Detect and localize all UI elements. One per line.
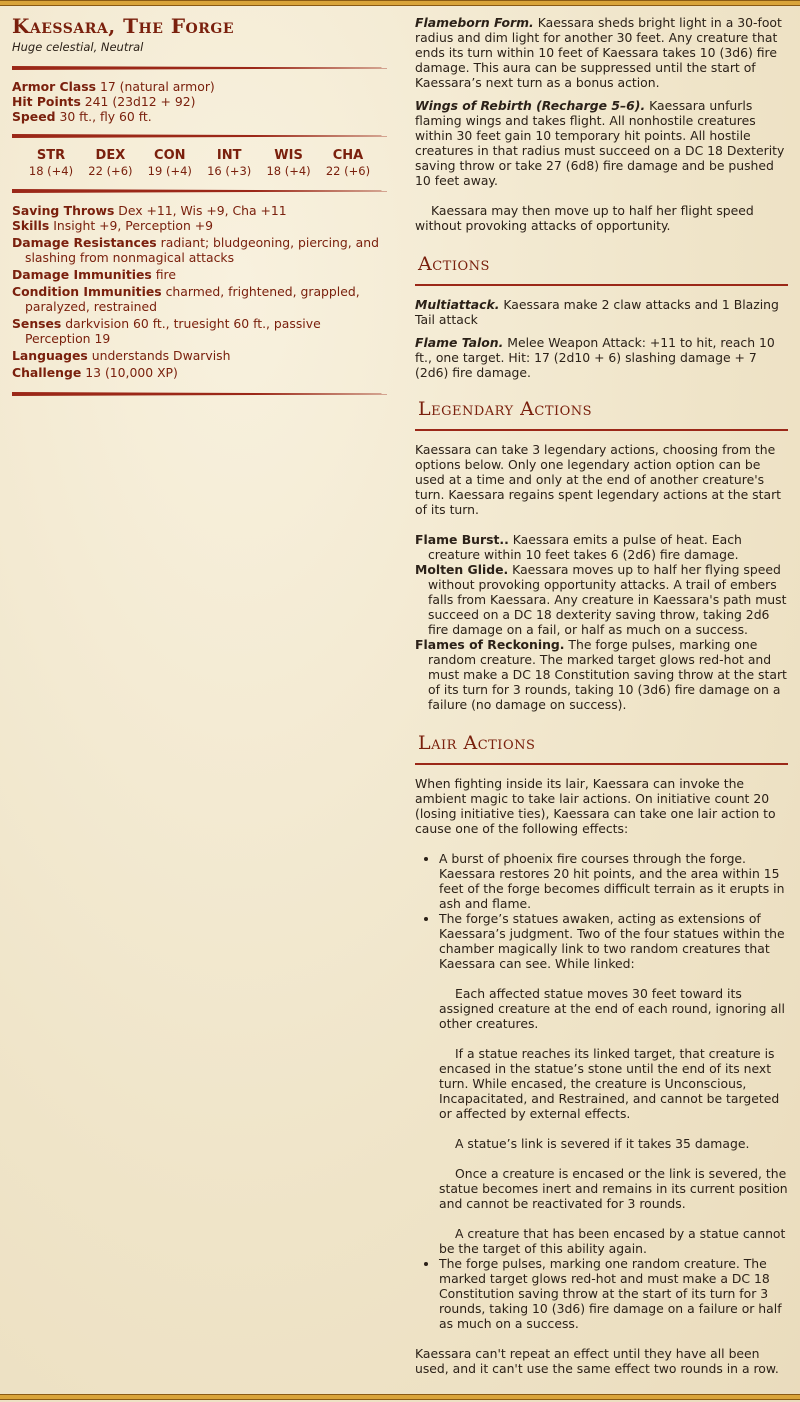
armor-class: Armor Class 17 (natural armor) — [12, 79, 215, 94]
lair-effect-forge-pulse: • The forge pulses, marking one random creature. The marked target glows red-hot and must make a DC 18 Constitution saving throw at the start of its turn for 3 rounds, taking 10 (3d6) fire damage on a failure or half as much on a success. — [439, 1256, 788, 1331]
creature-type: Huge celestial, Neutral — [12, 40, 144, 54]
trait-followup: Kaessara may then move up to half her flight speed without provoking attacks of opportunity. — [415, 203, 754, 233]
ability-con: CON 19 (+4) — [147, 148, 192, 178]
legendary-flame-burst: Flame Burst.. Kaessara emits a pulse of heat. Each creature within 10 feet takes 6 (2d6) fire damage. — [415, 532, 742, 562]
statblock-left-column — [12, 14, 387, 396]
creature-name: Kaessara, The Forge — [12, 14, 235, 38]
action-multiattack: Multiattack. Kaessara make 2 claw attacks and 1 Blazing Tail attack — [415, 297, 779, 327]
saving-throws: Saving Throws Dex +11, Wis +9, Cha +11 — [12, 203, 287, 218]
basic-stats — [12, 79, 387, 124]
languages: Languages understands Dwarvish — [12, 348, 231, 363]
ability-cha: CHA 22 (+6) — [325, 148, 371, 178]
divider — [12, 392, 387, 396]
statue-para: A statue’s link is severed if it takes 35 damage. — [455, 1136, 750, 1151]
condition-immunities: Condition Immunities charmed, frightened, grappled, paralyzed, restrained — [12, 284, 360, 314]
ability-scores — [12, 148, 387, 179]
statblock-right-column — [415, 15, 788, 1376]
actions-heading: Actions — [418, 253, 490, 275]
lair-intro: When fighting inside its lair, Kaessara can invoke the ambient magic to take lair actions. On initiative count 20 (losing initiative ties), Kaessara can take one lair action to cause one of the following effects: — [415, 776, 776, 836]
damage-immunities: Damage Immunities fire — [12, 267, 176, 282]
trait-flameborn-form: Flameborn Form. Kaessara sheds bright light in a 30-foot radius and dim light for another 30 feet. Any creature that ends its turn within 10 feet of Kaessara takes 10 (3d6) fire damage. This aura can be suppressed until the start of Kaessara’s next turn as a bonus action. — [415, 15, 782, 90]
legendary-intro: Kaessara can take 3 legendary actions, choosing from the options below. Only one legendary action option can be used at a time and only at the end of another creature's turn. Kaessara regains spent legendary actions at the start of its turn. — [415, 442, 782, 517]
lair-outro: Kaessara can't repeat an effect until they have all been used, and it can't use the same effect two rounds in a row. — [415, 1346, 779, 1376]
divider — [12, 189, 387, 193]
bottom-border — [0, 1394, 800, 1400]
lair-effect-phoenix-fire: • A burst of phoenix fire courses through the forge. Kaessara restores 20 hit points, and the area within 15 feet of the forge becomes difficult terrain as it erupts in ash and flame. — [439, 851, 788, 911]
lair-heading: Lair Actions — [418, 732, 536, 754]
actions-section — [415, 253, 788, 380]
properties — [12, 203, 387, 380]
ability-str: STR 18 (+4) — [28, 148, 74, 178]
ability-dex: DEX 22 (+6) — [88, 148, 133, 178]
senses: Senses darkvision 60 ft., truesight 60 ft., passive Perception 19 — [12, 316, 321, 346]
trait-wings-of-rebirth: Wings of Rebirth (Recharge 5–6). Kaessara unfurls flaming wings and takes flight. All nonhostile creatures within 30 feet gain 10 temporary hit points. All hostile creatures in that radius must succeed on a DC 18 Dexterity saving throw or take 27 (6d8) fire damage and be pushed 10 feet away. — [415, 98, 785, 188]
challenge: Challenge 13 (10,000 XP) — [12, 365, 178, 380]
speed: Speed 30 ft., fly 60 ft. — [12, 109, 152, 124]
legendary-molten-glide: Molten Glide. Kaessara moves up to half her flying speed without provoking opportunity attacks. A trail of embers falls from Kaessara. Any creature in Kaessara's path must succeed on a DC 18 dexterity saving throw, taking 2d6 fire damage on a fail, or half as much on a success. — [415, 562, 787, 637]
legendary-heading: Legendary Actions — [418, 398, 593, 420]
statue-para: Each affected statue moves 30 feet toward its assigned creature at the end of each round, ignoring all other creatures. — [439, 986, 785, 1031]
statue-para: Once a creature is encased or the link is severed, the statue becomes inert and remains in its current position and cannot be reactivated for 3 rounds. — [439, 1166, 788, 1211]
damage-resistances: Damage Resistances radiant; bludgeoning, piercing, and slashing from nonmagical attacks — [12, 235, 379, 265]
legendary-flames-of-reckoning: Flames of Reckoning. The forge pulses, marking one random creature. The marked target glows red-hot and must make a DC 18 Constitution saving throw at the start of its turn for 3 rounds, taking 10 (3d6) fire damage on a failure (no damage on success). — [415, 637, 787, 712]
statue-para: If a statue reaches its linked target, that creature is encased in the statue’s stone until the end of its next turn. While encased, the creature is Unconscious, Incapacitated, and Restrained, and cannot be targeted or affected by external effects. — [439, 1046, 780, 1121]
legendary-section — [415, 398, 788, 712]
skills: Skills Insight +9, Perception +9 — [12, 218, 214, 233]
hit-points: Hit Points 241 (23d12 + 92) — [12, 94, 196, 109]
ability-int: INT 16 (+3) — [207, 148, 252, 178]
section-rule — [415, 429, 788, 431]
lair-effects-list — [415, 851, 788, 1331]
statue-para: A creature that has been encased by a statue cannot be the target of this ability again. — [439, 1226, 786, 1256]
divider — [12, 134, 387, 138]
divider — [12, 66, 387, 70]
action-flame-talon: Flame Talon. Melee Weapon Attack: +11 to hit, reach 10 ft., one target. Hit: 17 (2d10 + 6) slashing damage + 7 (2d6) fire damage. — [415, 335, 775, 380]
lair-effect-statues: • The forge’s statues awaken, acting as extensions of Kaessara’s judgment. Two of the four statues within the chamber magically link to two random creatures that Kaessara can see. While linked: Each affected statue moves 30 feet toward its assigned creature at the end of each round, ignoring all other creatures. If a statue reaches its linked target, that creature is encased in the statue’s stone until the end of its next turn. While encased, the creature is Unconscious, Incapacitated, and Restrained, and cannot be targeted or affected by external effects. A statue’s link is severed if it takes 35 damage. Once a creature is encased or the link is severed, the statue becomes inert and remains in its current position and cannot be reactivated for 3 rounds. A creature that has been encased by a statue cannot be the target of this ability again. — [439, 911, 788, 1256]
ability-wis: WIS 18 (+4) — [266, 148, 311, 178]
section-rule — [415, 284, 788, 286]
top-border — [0, 0, 800, 6]
lair-section — [415, 732, 788, 1376]
section-rule — [415, 763, 788, 765]
